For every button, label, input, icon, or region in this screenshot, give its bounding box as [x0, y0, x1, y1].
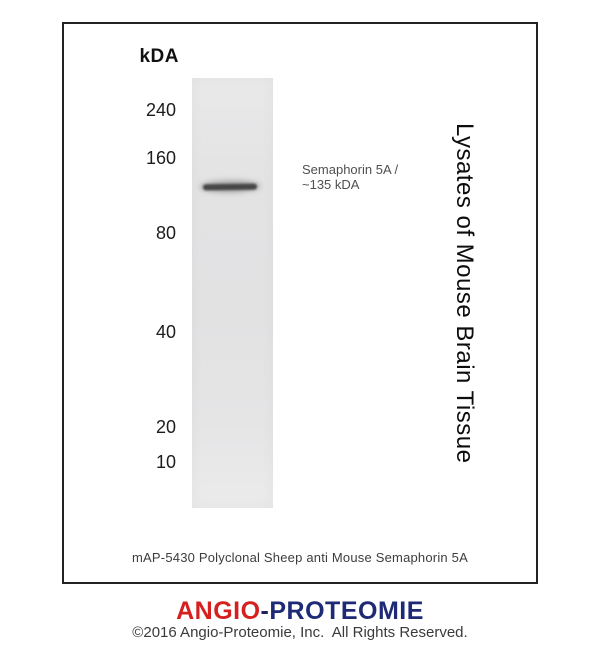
copyright-text: ©2016 Angio-Proteomie, Inc. All Rights Reserved.	[132, 624, 468, 641]
company-logo	[0, 598, 600, 624]
protein-band	[202, 180, 258, 194]
ladder-marker-20: 20	[155, 417, 176, 437]
ladder-marker-10: 10	[155, 452, 176, 472]
band-annotation-line1: Semaphorin 5A /	[302, 162, 399, 177]
protein-band-core	[203, 183, 257, 190]
ladder-marker-160: 160	[145, 148, 176, 168]
gel-lane	[192, 78, 273, 508]
logo-angio-text: ANGIO	[176, 597, 261, 625]
logo-hyphen: -	[260, 597, 270, 625]
logo-proteomie-text: PROTEOMIE	[269, 597, 424, 625]
band-annotation-line2: ~135 kDA	[302, 177, 360, 192]
sample-source-label: Lysates of Mouse Brain Tissue	[451, 123, 478, 464]
ladder-marker-40: 40	[155, 322, 176, 342]
blot-figure-frame	[62, 22, 538, 584]
figure-caption: mAP-5430 Polyclonal Sheep anti Mouse Semaphorin 5A	[132, 550, 468, 565]
band-annotation	[302, 162, 398, 192]
ladder-marker-240: 240	[145, 100, 176, 120]
molecular-weight-ladder	[64, 24, 179, 582]
ladder-marker-80: 80	[155, 223, 176, 243]
ladder-unit-label: kDA	[139, 46, 179, 67]
